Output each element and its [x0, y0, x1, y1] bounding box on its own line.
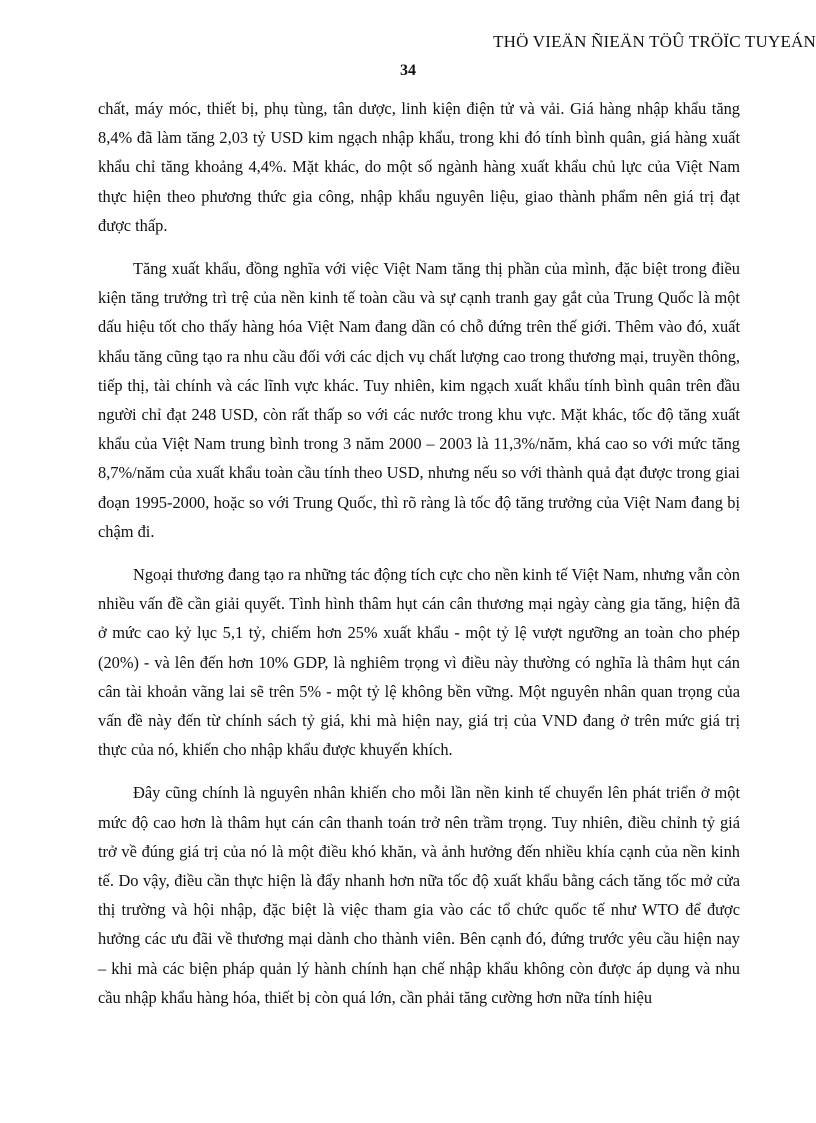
page-number: 34 [400, 62, 416, 79]
document-body [98, 94, 740, 1026]
paragraph-exchange-rate: Đây cũng chính là nguyên nhân khiến cho mỗi lần nền kinh tế chuyển lên phát triển ở một mức độ cao hơn là thâm hụt cán cân thanh toán trở nên trầm trọng. Tuy nhiên, điều chỉnh tỷ giá trở về đúng giá trị của nó là một điều khó khăn, và ảnh hưởng đến nhiều khía cạnh của nền kinh tế. Do vậy, điều cần thực hiện là đẩy nhanh hơn nữa tốc độ xuất khẩu bằng cách tăng tốc mở cửa thị trường và hội nhập, đặc biệt là việc tham gia vào các tổ chức quốc tế như WTO để được hưởng các ưu đãi về thương mại dành cho thành viên. Bên cạnh đó, đứng trước yêu cầu hiện nay – khi mà các biện pháp quản lý hành chính hạn chế nhập khẩu không còn được áp dụng và nhu cầu nhập khẩu hàng hóa, thiết bị còn quá lớn, cần phải tăng cường hơn nữa tính hiệu [98, 783, 740, 1007]
paragraph-trade-deficit: Ngoại thương đang tạo ra những tác động tích cực cho nền kinh tế Việt Nam, nhưng vẫn còn nhiều vấn đề cần giải quyết. Tình hình thâm hụt cán cân thương mại ngày càng gia tăng, hiện đã ở mức cao kỷ lục 5,1 tỷ, chiếm hơn 25% xuất khẩu - một tỷ lệ vượt ngưỡng an toàn cho phép (20%) - và lên đến hơn 10% GDP, là nghiêm trọng vì điều này thường có nghĩa là thâm hụt cán cân tài khoản vãng lai sẽ trên 5% - một tỷ lệ không bền vững. Một nguyên nhân quan trọng của vấn đề này đến từ chính sách tỷ giá, khi mà hiện nay, giá trị của VND đang ở trên mức giá trị thực của nó, khiến cho nhập khẩu được khuyến khích. [98, 565, 740, 760]
paragraph-continuation: chất, máy móc, thiết bị, phụ tùng, tân dược, linh kiện điện tử và vải. Giá hàng nhập khẩu tăng 8,4% đã làm tăng 2,03 tỷ USD kim ngạch nhập khẩu, trong khi đó tính bình quân, giá hàng xuất khẩu chỉ tăng khoảng 4,4%. Mặt khác, do một số ngành hàng xuất khẩu chủ lực của Việt Nam thực hiện theo phương thức gia công, nhập khẩu nguyên liệu, giao thành phẩm nên giá trị đạt được thấp. [98, 99, 740, 235]
paragraph-export-growth: Tăng xuất khẩu, đồng nghĩa với việc Việt Nam tăng thị phần của mình, đặc biệt trong điều kiện tăng trưởng trì trệ của nền kinh tế toàn cầu và sự cạnh tranh gay gắt của Trung Quốc là một dấu hiệu tốt cho thấy hàng hóa Việt Nam đang dần có chỗ đứng trên thế giới. Thêm vào đó, xuất khẩu tăng cũng tạo ra nhu cầu đối với các dịch vụ chất lượng cao trong thương mại, truyền thông, tiếp thị, tài chính và các lĩnh vực khác. Tuy nhiên, kim ngạch xuất khẩu tính bình quân trên đầu người chỉ đạt 248 USD, còn rất thấp so với các nước trong khu vực. Mặt khác, tốc độ tăng xuất khẩu của Việt Nam trung bình trong 3 năm 2000 – 2003 là 11,3%/năm, khá cao so với mức tăng 8,7%/năm của xuất khẩu toàn cầu tính theo USD, nhưng nếu so với thành quả đạt được trong giai đoạn 1995-2000, hoặc so với Trung Quốc, thì rõ ràng là tốc độ tăng trưởng của Việt Nam đang bị chậm đi. [98, 259, 740, 541]
library-header: THÖ VIEÄN ÑIEÄN TÖÛ TRÖÏC TUYEÁN [493, 32, 816, 51]
